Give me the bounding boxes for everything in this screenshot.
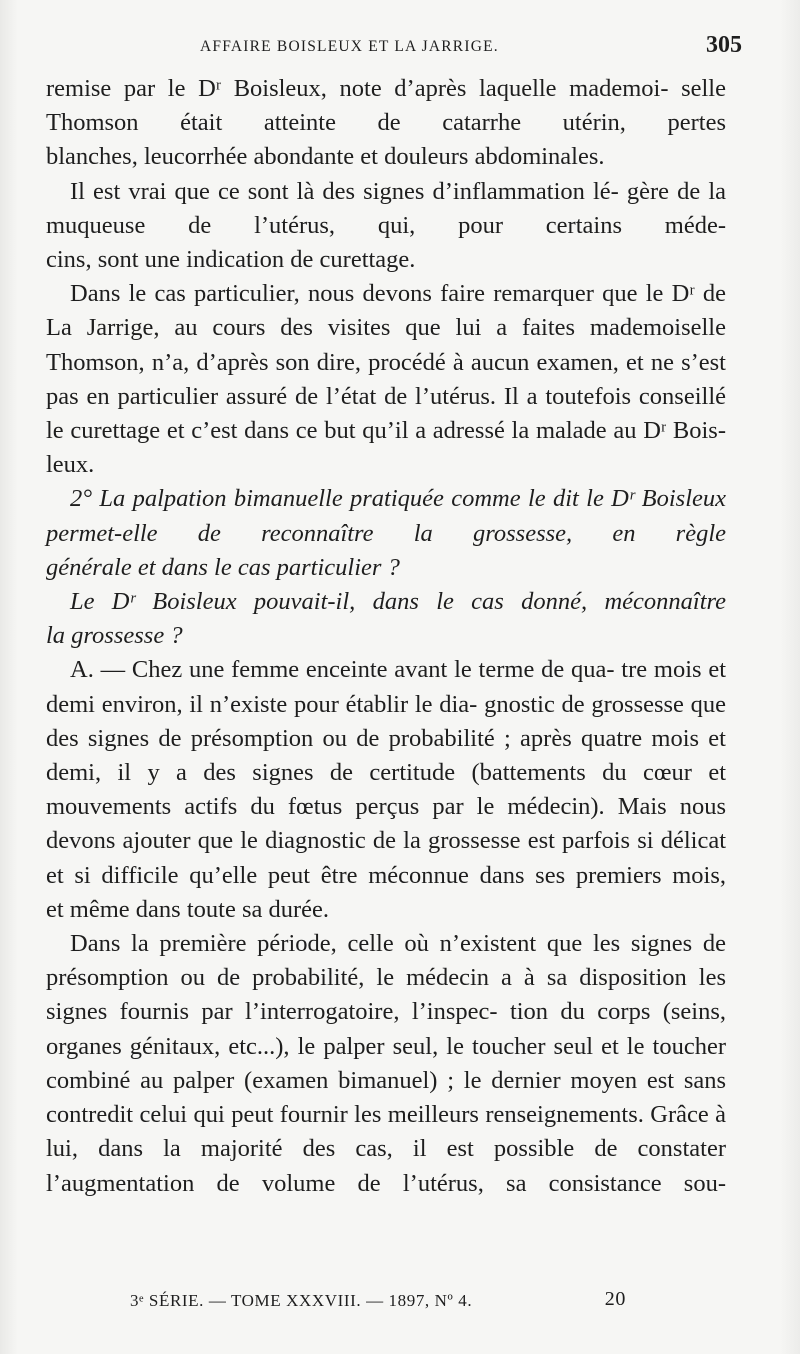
text-line: que le diagnostic de la grossesse est parfois si délicat et si — [46, 827, 727, 889]
text-line: et même dans toute sa durée. — [46, 895, 330, 923]
text-line: la grossesse ? — [46, 622, 183, 650]
text-line: Le Dʳ Boisleux pouvait-il, dans le cas donné, méconnaître — [70, 588, 726, 616]
question-heading-end — [46, 551, 726, 585]
paragraph — [46, 277, 726, 448]
signature-line: 3ᵉ SÉRIE. — TOME XXXVIII. — 1897, Nº 4. — [130, 1291, 473, 1310]
text-line: Dans le cas particulier, nous devons faire remarquer — [70, 280, 594, 308]
text-line: signes de présomption ou de probabilité, le médecin a à sa — [46, 930, 726, 992]
text-line: cins, sont une indication de curettage. — [46, 246, 416, 274]
text-line: gère de la muqueuse de l’utérus, qui, pour certains méde- — [46, 177, 727, 239]
text-line: blanches, leucorrhée abondante et douleurs abdominales. — [46, 143, 605, 171]
text-line: difficile qu’elle peut être méconnue dans ses premiers mois, — [101, 861, 726, 889]
text-line: fœtus perçus par le médecin). Mais nous devons ajouter — [46, 793, 727, 855]
text-line: à lui, dans la majorité des cas, il est possible de constater — [46, 1101, 727, 1163]
text-line: seul, le toucher seul et le toucher combiné au palper — [46, 1032, 727, 1094]
body-text — [46, 72, 726, 1201]
running-title: AFFAIRE BOISLEUX ET LA JARRIGE. — [200, 38, 499, 55]
paragraph-end — [46, 448, 726, 482]
paragraph — [46, 175, 726, 243]
paragraph-end — [46, 140, 726, 174]
text-line: celui qui peut fournir les meilleurs renseignements. Grâce — [139, 1101, 709, 1129]
question-heading — [46, 482, 726, 550]
text-line: gnostic de grossesse que des signes de présomption ou de — [46, 690, 727, 752]
page-number: 305 — [706, 32, 742, 58]
text-line: tion du corps (seins, organes génitaux, etc...), le palper — [46, 998, 727, 1060]
text-line: disposition les signes fournis par l’interrogatoire, l’inspec- — [46, 964, 727, 1026]
question-heading — [46, 585, 726, 619]
page-footer — [130, 1288, 650, 1311]
page-header — [48, 32, 742, 66]
text-line: remise par le Dʳ Boisleux, note d’après laquelle mademoi- — [46, 75, 669, 102]
text-line: tre mois et demi environ, il n’existe pour établir le dia- — [46, 656, 727, 718]
text-line: l’état de l’utérus. Il a toutefois conseillé le curettage et — [46, 382, 726, 445]
paragraph — [46, 653, 726, 892]
text-line: de certitude (battements du cœur et mouvements actifs du — [46, 759, 726, 821]
text-line: mademoiselle Thomson, n’a, d’après son dire, procédé à — [46, 314, 726, 376]
text-line: selle Thomson était atteinte de catarrhe utérin, pertes — [46, 75, 726, 137]
text-line: probabilité ; après quatre mois et demi, il y a des signes — [46, 724, 726, 787]
text-line: leux. — [46, 451, 95, 479]
paragraph — [46, 72, 726, 140]
paragraph — [46, 927, 726, 1201]
text-line: Dans la première période, celle où n’existent que les — [70, 930, 621, 958]
paragraph-end — [46, 893, 726, 927]
text-line: (examen bimanuel) ; le dernier moyen est sans contredit — [46, 1066, 727, 1129]
text-line: c’est dans ce but qu’il a adressé la malade au Dʳ Bois- — [191, 417, 726, 445]
question-heading-end — [46, 619, 726, 653]
sheet-number: 20 — [604, 1288, 626, 1310]
paragraph-end — [46, 243, 726, 277]
text-line: l’augmentation de volume de l’utérus, sa consistance sou- — [46, 1169, 726, 1197]
text-line: Il est vrai que ce sont là des signes d’inflammation lé- — [70, 177, 619, 205]
text-line: A. — Chez une femme enceinte avant le terme de qua- — [70, 656, 615, 684]
text-line: Dʳ Boisleux permet-elle de reconnaître la grossesse, en règle — [46, 485, 726, 547]
text-line: générale et dans le cas particulier ? — [46, 553, 400, 581]
text-line: aucun examen, et ne s’est pas en particulier assuré de — [46, 348, 726, 410]
text-line: que le Dʳ de La Jarrige, au cours des visites que lui a faites — [46, 280, 727, 342]
text-line: 2° La palpation bimanuelle pratiquée comme le dit le — [70, 485, 604, 513]
